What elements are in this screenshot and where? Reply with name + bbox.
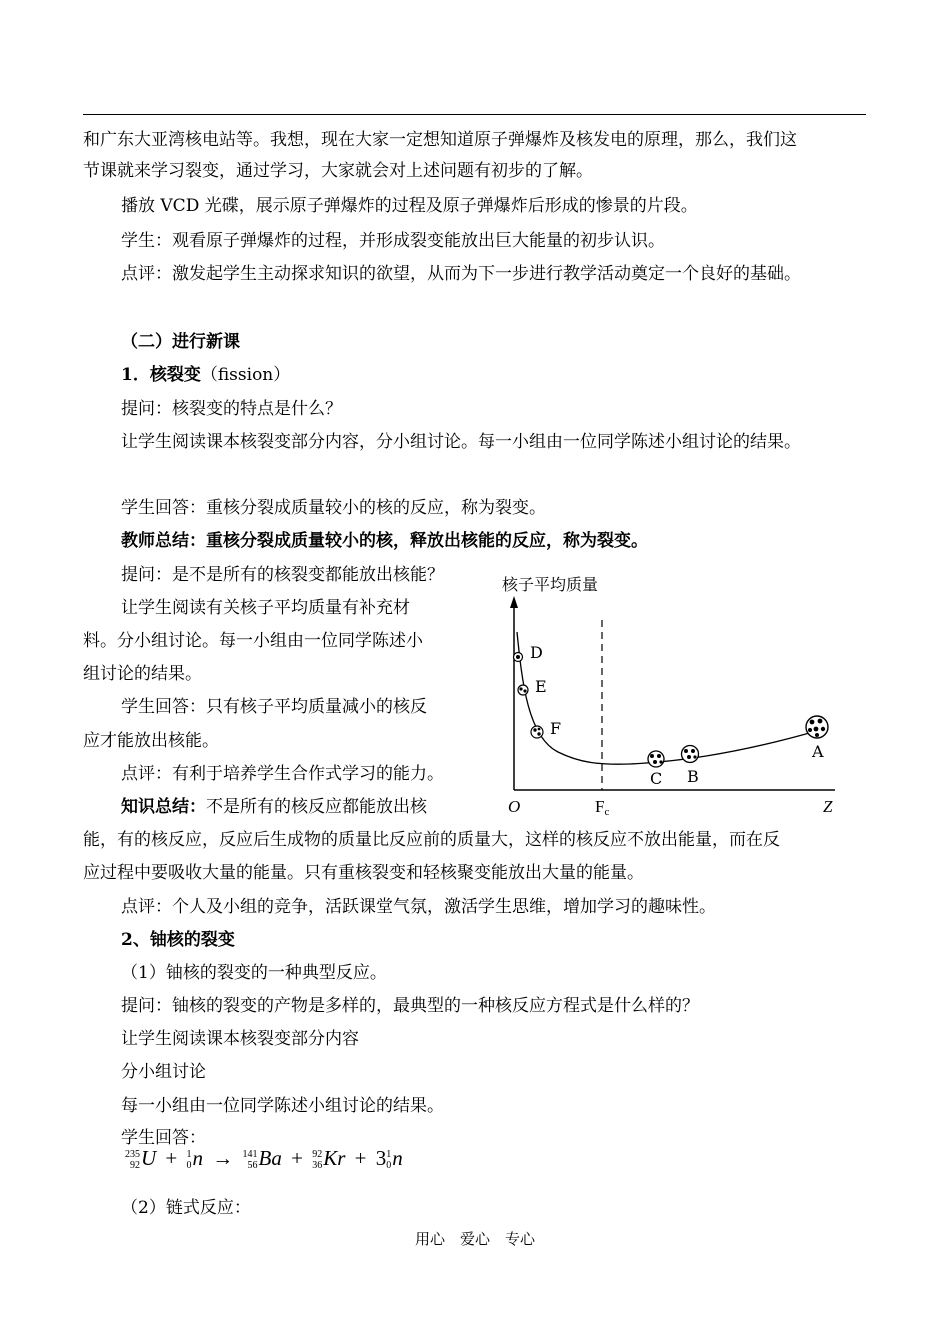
- y-axis-label: 核子平均质量: [502, 575, 599, 594]
- paragraph-line: 点评：个人及小组的竞争，活跃课堂气氛，激活学生思维，增加学习的趣味性。: [121, 897, 716, 917]
- paragraph-line: 学生回答：: [121, 1128, 206, 1148]
- coefficient: 3: [375, 1146, 387, 1170]
- origin-label: O: [508, 797, 521, 816]
- header-rule: [83, 114, 866, 115]
- uranium-symbol: U: [141, 1146, 157, 1170]
- fission-equation: [125, 1146, 403, 1171]
- subsection-heading: 2、铀核的裂变: [121, 930, 235, 950]
- section-heading: （二）进行新课: [121, 332, 240, 352]
- isotope-index: 1 0: [186, 1149, 192, 1172]
- paragraph-line: 提问：铀核的裂变的产物是多样的，最典型的一种核反应方程式是什么样的？: [121, 996, 699, 1016]
- subsection-heading: [121, 363, 290, 387]
- isotope-index: 1 0: [386, 1149, 392, 1172]
- paragraph-line: 点评：激发起学生主动探求知识的欲望，从而为下一步进行教学活动奠定一个良好的基础。: [121, 264, 801, 284]
- nucleus-c: [648, 751, 664, 767]
- teacher-summary: 教师总结：重核分裂成质量较小的核，释放出核能的反应，称为裂变。: [121, 531, 648, 551]
- fc-label: Fc: [595, 797, 610, 818]
- plus-sign: +: [354, 1146, 367, 1170]
- paragraph-line: 提问：核裂变的特点是什么？: [121, 399, 342, 419]
- nucleus-e: [518, 685, 528, 695]
- nucleus-b: [682, 746, 699, 763]
- paragraph-line: 让学生阅读课本核裂变部分内容，分小组讨论。每一小组由一位同学陈述小组讨论的结果。: [121, 432, 801, 452]
- paragraph-line: 提问：是不是所有的核裂变都能放出核能？: [121, 565, 444, 585]
- paragraph-line: 组讨论的结果。: [83, 664, 202, 684]
- point-label-d: D: [530, 643, 543, 662]
- paragraph-line: 料。分小组讨论。每一小组由一位同学陈述小: [83, 631, 423, 651]
- page-footer: 用心 爱心 专心: [414, 1230, 535, 1248]
- barium-symbol: Ba: [258, 1146, 282, 1170]
- paragraph-line: 应过程中要吸收大量的能量。只有重核裂变和轻核聚变能放出大量的能量。: [83, 863, 644, 883]
- paragraph-line: 学生：观看原子弹爆炸的过程，并形成裂变能放出巨大能量的初步认识。: [121, 231, 665, 251]
- neutron-symbol: n: [392, 1146, 403, 1170]
- point-label-b: B: [687, 767, 699, 786]
- paragraph-line: 让学生阅读有关核子平均质量有补充材: [121, 598, 410, 618]
- paragraph-line: 学生回答：重核分裂成质量较小的核的反应，称为裂变。: [121, 498, 546, 518]
- isotope-index: 235 92: [125, 1149, 140, 1172]
- binding-mass-figure: [490, 572, 850, 826]
- y-axis-arrow-icon: [510, 596, 518, 608]
- paragraph-line: （1）铀核的裂变的一种典型反应。: [121, 963, 387, 983]
- krypton-symbol: Kr: [323, 1146, 346, 1170]
- point-label-a: A: [812, 742, 824, 761]
- knowledge-summary: [121, 795, 427, 819]
- plus-sign: +: [165, 1146, 178, 1170]
- nucleus-a: [806, 716, 828, 738]
- point-label-e: E: [535, 677, 547, 696]
- heading-english: （fission）: [200, 365, 291, 385]
- paragraph-line: 能，有的核反应，反应后生成物的质量比反应前的质量大，这样的核反应不放出能量，而在反: [83, 830, 780, 850]
- summary-text: 不是所有的核反应都能放出核: [206, 797, 427, 817]
- isotope-index: 141 56: [242, 1149, 258, 1172]
- summary-label: 知识总结：: [121, 797, 206, 817]
- heading-text: 1．核裂变: [121, 365, 201, 385]
- plus-sign: +: [291, 1146, 303, 1170]
- arrow-symbol: →: [212, 1146, 234, 1170]
- point-label-c: C: [650, 769, 663, 788]
- paragraph-line: 播放 VCD 光碟，展示原子弹爆炸的过程及原子弹爆炸后形成的惨景的片段。: [121, 196, 698, 216]
- paragraph-line: 每一小组由一位同学陈述小组讨论的结果。: [121, 1096, 444, 1116]
- neutron-symbol: n: [192, 1146, 204, 1170]
- paragraph-line: 应才能放出核能。: [83, 731, 219, 751]
- paragraph-line: 让学生阅读课本核裂变部分内容: [121, 1029, 359, 1049]
- paragraph-line: 和广东大亚湾核电站等。我想，现在大家一定想知道原子弹爆炸及核发电的原理，那么，我们这: [83, 130, 797, 150]
- paragraph-line: 学生回答：只有核子平均质量减小的核反: [121, 697, 427, 717]
- x-axis-label: Z: [823, 797, 833, 816]
- paragraph-line: （2）链式反应：: [121, 1198, 251, 1218]
- point-label-f: F: [550, 719, 562, 738]
- mass-curve: [517, 632, 820, 764]
- paragraph-line: 节课就来学习裂变，通过学习，大家就会对上述问题有初步的了解。: [83, 161, 593, 181]
- paragraph-line: 分小组讨论: [121, 1062, 206, 1082]
- isotope-index: 92 36: [312, 1149, 323, 1172]
- nucleus-d: [514, 653, 523, 662]
- nucleus-f: [531, 726, 543, 738]
- paragraph-line: 点评：有利于培养学生合作式学习的能力。: [121, 764, 444, 784]
